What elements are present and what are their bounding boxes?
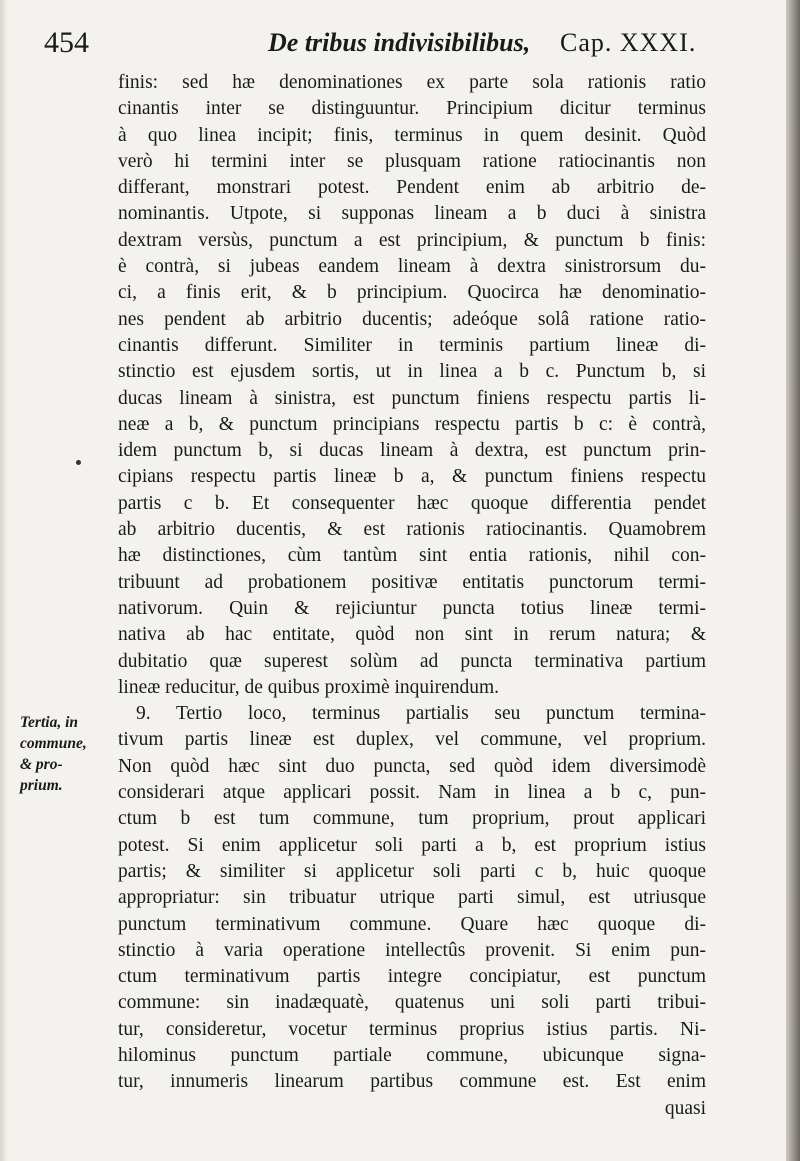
text-line: ducas lineam à sinistra, est punctum finiens respectu partis li-	[118, 387, 706, 409]
body-text	[118, 70, 706, 1122]
page-left-edge	[0, 0, 8, 1161]
text-line: finis: sed hæ denominationes ex parte sola rationis ratio	[118, 72, 706, 93]
text-line: appropriatur: sin tribuatur utrique parti simul, est utriusque	[118, 887, 706, 909]
text-line: partis c b. Et consequenter hæc quoque differentia pendet	[118, 492, 706, 514]
text-line: ctum b est tum commune, tum proprium, prout applicari	[118, 808, 706, 830]
margin-note-line: commune,	[20, 735, 87, 752]
text-line: tivum partis lineæ est duplex, vel commune, vel proprium.	[118, 729, 706, 751]
text-line: hæ distinctiones, cùm tantùm sint entia rationis, nihil con-	[118, 545, 706, 567]
text-line: cipians respectu partis lineæ b a, & punctum finiens respectu	[118, 466, 706, 488]
running-title: De tribus indivisibilibus,	[268, 28, 531, 57]
text-line: è contrà, si jubeas eandem lineam à dextra sinistrorsum du-	[118, 256, 706, 278]
text-line: ci, a finis erit, & b principium. Quocirca hæ denominatio-	[118, 282, 706, 304]
text-line: differant, monstrari potest. Pendent enim ab arbitrio de-	[118, 177, 706, 199]
margin-note-line: & pro-	[20, 756, 63, 773]
page-number: 454	[44, 26, 89, 59]
chapter-label: Cap. XXXI.	[560, 28, 697, 57]
text-line: tribuunt ad probationem positivæ entitatis punctorum termi-	[118, 571, 706, 593]
text-line: tur, consideretur, vocetur terminus proprius istius partis. Ni-	[118, 1018, 706, 1040]
text-line: ctum terminativum partis integre concipiatur, est punctum	[118, 966, 706, 988]
text-line: idem punctum b, si ducas lineam à dextra, est punctum prin-	[118, 440, 706, 462]
text-line: à quo linea incipit; finis, terminus in quem desinit. Quòd	[118, 124, 706, 146]
running-header	[0, 22, 800, 62]
text-line: potest. Si enim applicetur soli parti a b, est proprium istius	[118, 834, 706, 856]
text-line: ab arbitrio ducentis, & est rationis ratiocinantis. Quamobrem	[118, 519, 706, 541]
text-line: nominantis. Utpote, si supponas lineam a b duci à sinistra	[118, 203, 706, 225]
text-line: verò hi termini inter se plusquam ratione ratiocinantis non	[118, 150, 706, 172]
text-line: dubitatio quæ superest solùm ad puncta terminativa partium	[118, 650, 706, 672]
catchword: quasi	[664, 1097, 706, 1119]
text-line: lineæ reducitur, de quibus proximè inquirendum.	[118, 676, 500, 698]
text-line: considerari atque applicari possit. Nam in linea a b c, pun-	[118, 782, 706, 804]
text-line: cinantis inter se distinguuntur. Principium dicitur terminus	[118, 98, 706, 120]
text-line: commune: sin inadæquatè, quatenus uni soli parti tribui-	[118, 992, 706, 1014]
text-line: nes pendent ab arbitrio ducentis; adeóque solâ ratione ratio-	[118, 308, 706, 330]
page-right-edge	[786, 0, 800, 1161]
text-line: dextram versùs, punctum a est principium, & punctum b finis:	[118, 229, 706, 251]
text-line: nativorum. Quin & rejiciuntur puncta totius lineæ termi-	[118, 597, 706, 619]
margin-note-line: Tertia, in	[20, 714, 78, 731]
text-line: Non quòd hæc sint duo puncta, sed quòd idem diversimodè	[118, 755, 706, 777]
text-line: tur, innumeris linearum partibus commune est. Est enim	[118, 1071, 706, 1093]
margin-note	[20, 712, 112, 796]
text-line: stinctio est ejusdem sortis, ut in linea a b c. Punctum b, si	[118, 361, 706, 383]
text-line: neæ a b, & punctum principians respectu partis b c: è contrà,	[118, 413, 706, 435]
ink-speck	[76, 460, 81, 465]
text-line: stinctio à varia operatione intellectûs provenit. Si enim pun-	[118, 939, 706, 961]
text-line: 9. Tertio loco, terminus partialis seu punctum termina-	[136, 703, 706, 725]
text-line: hilominus punctum partiale commune, ubicunque signa-	[118, 1044, 706, 1066]
text-line: punctum terminativum commune. Quare hæc quoque di-	[118, 913, 706, 935]
text-line: nativa ab hac entitate, quòd non sint in rerum natura; &	[118, 624, 706, 646]
text-line: partis; & similiter si applicetur soli parti c b, huic quoque	[118, 860, 706, 882]
text-line: cinantis differunt. Similiter in terminis partium lineæ di-	[118, 334, 706, 356]
margin-note-line: prium.	[20, 777, 63, 794]
